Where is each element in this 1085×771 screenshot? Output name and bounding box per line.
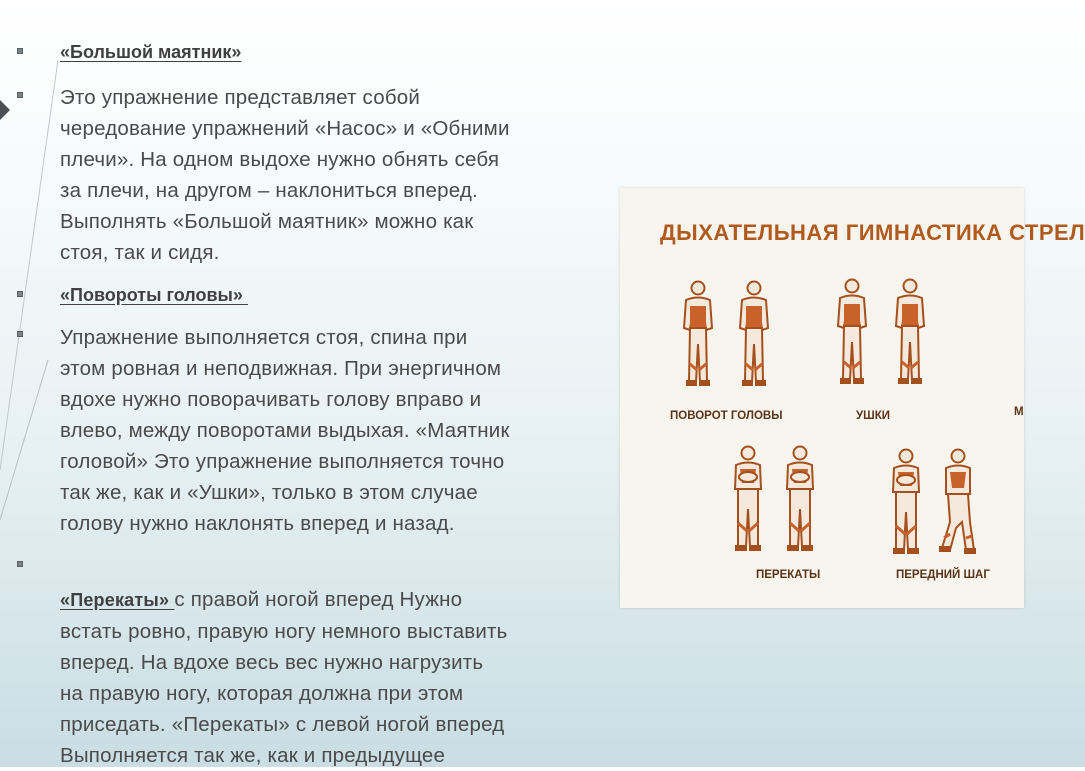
section-heading-bolshoy-mayatnik: «Большой маятник» [60, 42, 242, 62]
text-line: влево, между поворотами выдыхая. «Маятник [60, 419, 510, 442]
bullet [17, 92, 23, 98]
caption-m: М [1014, 406, 1024, 418]
text-line: Выполняется так же, как и предыдущее [60, 744, 446, 767]
decorative-lines [0, 0, 60, 767]
bullet [17, 331, 23, 337]
text-line: на правую ногу, которая должна при этом [60, 682, 464, 705]
text-line: приседать. «Перекаты» с левой ногой вперед [60, 713, 505, 736]
figure-ears-right [890, 276, 930, 388]
caption-peredniy-shag: ПЕРЕДНИЙ ШАГ [896, 569, 990, 581]
text-line [60, 584, 630, 616]
text-line: встать ровно, правую ногу немного выставить [60, 620, 508, 643]
text-line: за плечи, на другом – наклониться вперед. [60, 179, 478, 202]
figure-perekaty-2 [780, 443, 820, 555]
section-text-bolshoy-mayatnik [60, 82, 630, 268]
section-heading-perekaty: «Перекаты» [60, 590, 175, 610]
bullet [17, 48, 23, 54]
figure-head-turn-left [678, 278, 718, 390]
section-heading-povoroty-golovy: «Повороты головы» [60, 285, 248, 305]
text-line: голову нужно наклонять вперед и назад. [60, 512, 455, 535]
caption-perekaty: ПЕРЕКАТЫ [756, 569, 821, 581]
illustration-title: ДЫХАТЕЛЬНАЯ ГИМНАСТИКА СТРЕЛ [660, 220, 1085, 245]
text-line: стоя, так и сидя. [60, 241, 220, 264]
section-text-povoroty-golovy [60, 322, 630, 539]
text-line: так же, как и «Ушки», только в этом случае [60, 481, 478, 504]
text-line: Упражнение выполняется стоя, спина при [60, 326, 468, 349]
caption-ushki: УШКИ [856, 410, 890, 422]
figure-perekaty-1 [728, 443, 768, 555]
text-line: вдохе нужно поворачивать голову вправо и [60, 388, 482, 411]
text-line: Это упражнение представляет собой [60, 86, 421, 109]
section-text-perekaty [60, 584, 630, 771]
figure-peredniy-shag-1 [886, 446, 926, 558]
text-line: плечи». На одном выдохе нужно обнять себя [60, 148, 500, 171]
text-line: этом ровная и неподвижная. При энергичном [60, 357, 502, 380]
text-line-rest: с правой ногой вперед Нужно [174, 588, 463, 611]
text-line: чередование упражнений «Насос» и «Обними [60, 117, 510, 140]
text-line: Выполнять «Большой маятник» можно как [60, 210, 474, 233]
figure-ears-left [832, 276, 872, 388]
figure-peredniy-shag-2 [936, 446, 976, 558]
text-line: вперед. На вдохе весь вес нужно нагрузить [60, 651, 484, 674]
text-line: головой» Это упражнение выполняется точно [60, 450, 505, 473]
caption-povorot-golovy: ПОВОРОТ ГОЛОВЫ [670, 410, 783, 422]
gymnastics-illustration [620, 188, 1085, 608]
figure-head-turn-right [734, 278, 774, 390]
bullet [17, 561, 23, 567]
bullet [17, 291, 23, 297]
